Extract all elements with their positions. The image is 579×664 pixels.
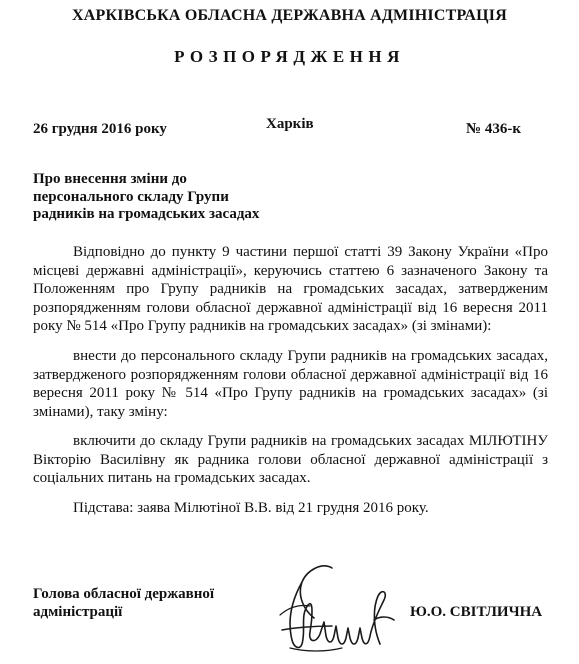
document-city: Харків xyxy=(266,116,314,132)
signatory-name: Ю.О. СВІТЛИЧНА xyxy=(410,604,543,620)
signatory-title xyxy=(33,585,233,621)
preamble-paragraph: Відповідно до пункту 9 частини першої статті 39 Закону України «Про місцеві державні адміністрації», керуючись статтею 6 зазначеного Закону та Положенням про Групу радників на громадських засадах, затвердженим розпорядженням голови обласної державної адміністрації від 16 вересня 2011 року № 514 «Про Групу радників на громадських засадах» (зі змінами): xyxy=(33,244,548,335)
organization-name: ХАРКІВСЬКА ОБЛАСНА ДЕРЖАВНА АДМІНІСТРАЦІЯ xyxy=(72,7,507,24)
document-subject xyxy=(33,171,293,224)
basis-line: Підстава: заява Мілютіної В.В. від 21 грудня 2016 року. xyxy=(73,500,429,516)
subject-line: Про внесення зміни до xyxy=(33,171,187,187)
document-type: РОЗПОРЯДЖЕННЯ xyxy=(174,47,405,66)
inclusion-paragraph: включити до складу Групи радників на громадських засадах МІЛЮТІНУ Вікторію Василівну як радника голови обласної державної адміністрації з соціальних питань на громадських засадах. xyxy=(33,433,548,487)
signatory-title-line: Голова обласної державної xyxy=(33,586,215,602)
subject-line: персонального складу Групи xyxy=(33,188,229,205)
order-paragraph: внести до персонального складу Групи радників на громадських засадах, затвердженого розпорядженням голови обласної державної адміністрації від 16 вересня 2011 року № 514 «Про Групу радників на громадських засадах» (зі змінами), таку зміну: xyxy=(33,348,548,420)
document-number: № 436-к xyxy=(466,121,521,137)
handwritten-signature xyxy=(262,560,397,660)
subject-line: радників на громадських засадах xyxy=(33,206,260,222)
document-date: 26 грудня 2016 року xyxy=(33,121,167,137)
signatory-title-line: адміністрації xyxy=(33,604,123,620)
